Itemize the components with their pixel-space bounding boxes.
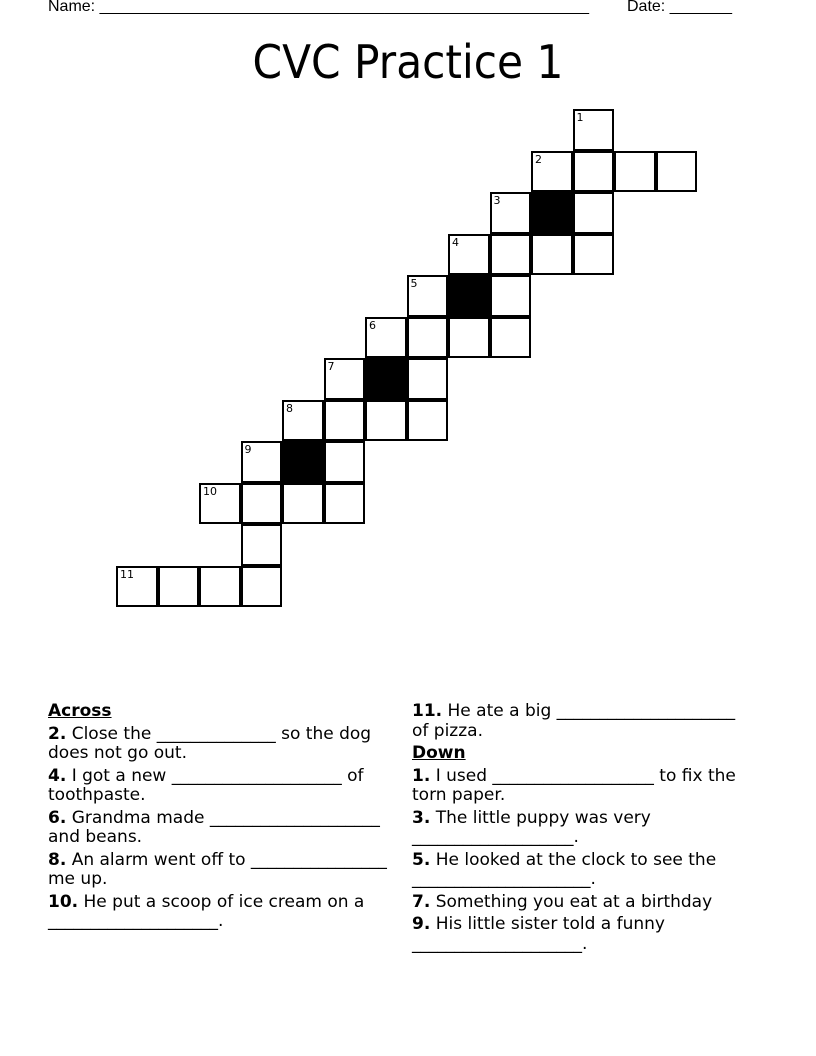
down-heading: Down bbox=[412, 743, 466, 763]
clue-text: I used ___________________ to fix the torn paper. bbox=[412, 765, 736, 805]
answer-cell[interactable] bbox=[324, 400, 366, 442]
clue-number: 8. bbox=[48, 849, 67, 870]
answer-cell[interactable] bbox=[324, 441, 366, 483]
answer-cell[interactable] bbox=[241, 483, 283, 525]
answer-cell[interactable] bbox=[531, 151, 573, 193]
answer-cell[interactable] bbox=[490, 275, 532, 317]
clue-across-11 bbox=[412, 702, 752, 741]
clue-down-1 bbox=[412, 767, 752, 806]
clue-across-8 bbox=[48, 851, 388, 890]
clue-down-7 bbox=[412, 893, 752, 913]
answer-cell[interactable] bbox=[490, 234, 532, 276]
clue-text: Something you eat at a birthday bbox=[430, 891, 713, 912]
clue-text: He put a scoop of ice cream on a ____________________. bbox=[48, 891, 365, 931]
clue-number: 4. bbox=[48, 765, 67, 786]
clue-number: 1. bbox=[412, 765, 431, 786]
answer-cell[interactable] bbox=[407, 275, 449, 317]
clue-number-label: 8 bbox=[286, 401, 293, 415]
clue-number-label: 10 bbox=[203, 484, 217, 498]
black-cell bbox=[365, 358, 407, 400]
name-field[interactable]: Name: _______________________________________________________ bbox=[48, 0, 589, 15]
clue-number-label: 11 bbox=[120, 567, 134, 581]
clue-across-2 bbox=[48, 725, 388, 764]
clue-number-label: 1 bbox=[576, 111, 584, 124]
answer-cell[interactable] bbox=[573, 151, 615, 193]
answer-cell[interactable] bbox=[116, 566, 158, 608]
answer-cell[interactable] bbox=[448, 234, 490, 276]
clue-number: 9. bbox=[412, 914, 431, 934]
clue-number: 6. bbox=[48, 807, 67, 828]
clue-number-label: 7 bbox=[327, 360, 335, 373]
clues-right-column bbox=[412, 702, 752, 957]
answer-cell[interactable] bbox=[199, 566, 241, 608]
answer-cell[interactable] bbox=[573, 192, 615, 234]
answer-cell[interactable] bbox=[282, 483, 324, 525]
answer-cell[interactable] bbox=[407, 317, 449, 359]
answer-cell[interactable] bbox=[324, 483, 366, 525]
clue-text: His little sister told a funny ____________________. bbox=[412, 914, 665, 954]
answer-cell[interactable] bbox=[282, 400, 324, 442]
answer-cell[interactable] bbox=[365, 400, 407, 442]
clue-text: Close the ______________ so the dog does not go out. bbox=[48, 723, 372, 763]
answer-cell[interactable] bbox=[241, 441, 283, 483]
answer-cell[interactable] bbox=[490, 317, 532, 359]
black-cell bbox=[531, 192, 573, 234]
clue-down-5 bbox=[412, 851, 752, 890]
answer-cell[interactable] bbox=[573, 109, 615, 151]
clue-across-10 bbox=[48, 893, 388, 932]
answer-cell[interactable] bbox=[407, 400, 449, 442]
answer-cell[interactable] bbox=[614, 151, 656, 193]
answer-cell[interactable] bbox=[656, 151, 698, 193]
clue-number: 3. bbox=[412, 807, 431, 828]
answer-cell[interactable] bbox=[241, 566, 283, 608]
clue-text: He looked at the clock to see the _____________________. bbox=[412, 849, 717, 889]
black-cell bbox=[448, 275, 490, 317]
clue-number-label: 2 bbox=[535, 152, 542, 166]
answer-cell[interactable] bbox=[407, 358, 449, 400]
clue-number-label: 5 bbox=[410, 277, 418, 290]
answer-cell[interactable] bbox=[490, 192, 532, 234]
clue-number: 11. bbox=[412, 701, 443, 721]
clue-number: 10. bbox=[48, 891, 79, 912]
clue-number: 2. bbox=[48, 723, 67, 744]
answer-cell[interactable] bbox=[365, 317, 407, 359]
answer-cell[interactable] bbox=[241, 524, 283, 566]
page-title: CVC Practice 1 bbox=[252, 35, 564, 89]
black-cell bbox=[282, 441, 324, 483]
clue-number-label: 4 bbox=[452, 235, 459, 249]
answer-cell[interactable] bbox=[158, 566, 200, 608]
answer-cell[interactable] bbox=[531, 234, 573, 276]
clue-down-3 bbox=[412, 809, 752, 848]
clue-text: I got a new ____________________ of toothpaste. bbox=[48, 765, 364, 805]
clue-number-label: 3 bbox=[493, 194, 501, 207]
clue-text: Grandma made ____________________ and beans. bbox=[48, 807, 380, 847]
answer-cell[interactable] bbox=[448, 317, 490, 359]
clues-left-column bbox=[48, 702, 388, 935]
clue-text: An alarm went off to ________________ me up. bbox=[48, 849, 387, 889]
clue-number-label: 6 bbox=[369, 318, 376, 332]
clue-number: 5. bbox=[412, 849, 431, 870]
clue-down-9 bbox=[412, 915, 752, 954]
clue-across-6 bbox=[48, 809, 388, 848]
clue-text: The little puppy was very ___________________. bbox=[412, 807, 651, 847]
clue-text: He ate a big _____________________ of pizza. bbox=[412, 701, 736, 741]
answer-cell[interactable] bbox=[199, 483, 241, 525]
clue-number: 7. bbox=[412, 891, 431, 912]
answer-cell[interactable] bbox=[324, 358, 366, 400]
clue-number-label: 9 bbox=[244, 443, 252, 456]
clue-across-4 bbox=[48, 767, 388, 806]
answer-cell[interactable] bbox=[573, 234, 615, 276]
across-heading: Across bbox=[48, 701, 112, 721]
date-field[interactable]: Date: _______ bbox=[627, 0, 732, 15]
